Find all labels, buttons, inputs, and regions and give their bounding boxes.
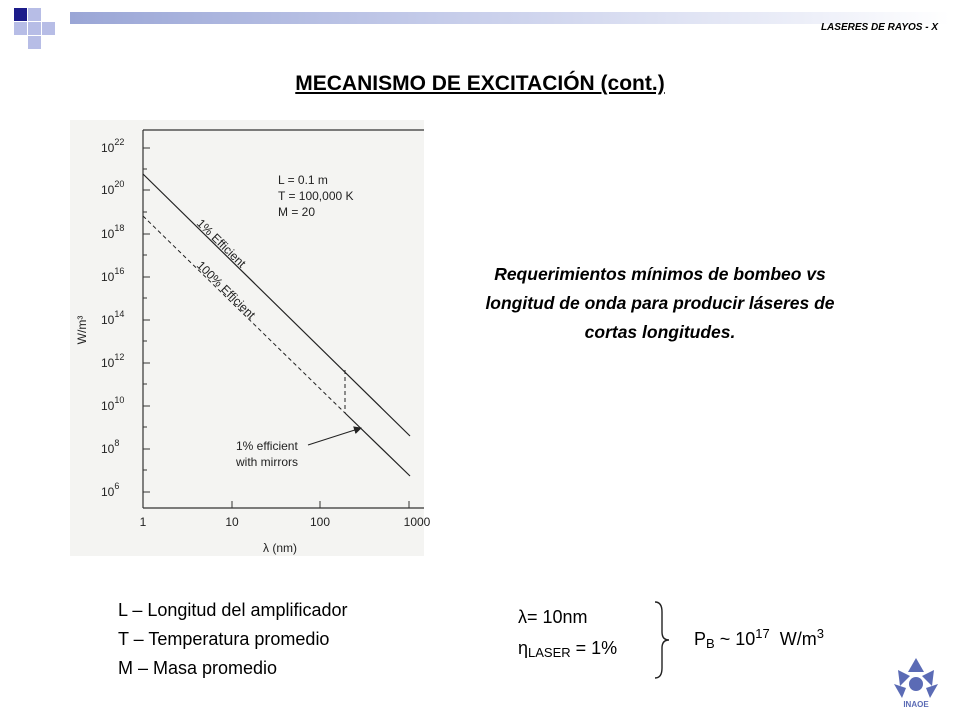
wavelength-param: λ= 10nm bbox=[518, 607, 588, 627]
legend-temperature: T = 100,000 K bbox=[278, 189, 354, 203]
x-tick-label: 1000 bbox=[403, 515, 431, 529]
y-tick-label: $10^{10}$ bbox=[101, 395, 125, 413]
mirrors-efficient-line bbox=[345, 413, 410, 476]
navy-square bbox=[14, 8, 27, 21]
y-tick-label: $10^6$ bbox=[101, 481, 120, 499]
mirrors-arrow bbox=[308, 428, 361, 445]
light-square bbox=[28, 36, 41, 49]
y-tick-label: $10^8$ bbox=[101, 438, 120, 456]
pumping-power-result: $P_B$ ~ $10^{17}$ $W/m^3$ bbox=[694, 626, 824, 651]
efficiency-param: $\eta_{LASER} = 1\%$ bbox=[518, 638, 618, 660]
light-square bbox=[28, 8, 41, 21]
y-ticks bbox=[143, 148, 150, 492]
light-square bbox=[14, 22, 27, 35]
y-tick-label: $10^{12}$ bbox=[101, 352, 125, 370]
svg-text:INAOE: INAOE bbox=[903, 700, 929, 709]
eta-symbol: η bbox=[518, 638, 529, 658]
legend-length: L = 0.1 m bbox=[278, 173, 328, 187]
y-tick-label: $10^{18}$ bbox=[101, 223, 125, 241]
definition-temperature: T – Temperatura promedio bbox=[118, 629, 330, 649]
example-parameters bbox=[518, 602, 617, 668]
one-percent-label: 1% Efficient bbox=[193, 216, 249, 271]
corner-decoration bbox=[0, 0, 80, 60]
x-tick-label: 10 bbox=[225, 515, 239, 529]
hundred-percent-label: 100% Efficient bbox=[193, 258, 259, 322]
inaoe-logo bbox=[886, 654, 946, 710]
x-tick-label: 1 bbox=[139, 515, 147, 529]
x-tick-label: 100 bbox=[309, 515, 331, 529]
figure-caption: Requerimientos mínimos de bombeo vs longitud de onda para producir láseres de cortas longitudes. bbox=[485, 264, 835, 342]
y-axis-label: W/m³ bbox=[75, 315, 89, 345]
light-square bbox=[42, 22, 55, 35]
slide-title: MECANISMO DE EXCITACIÓN (cont.) bbox=[295, 72, 665, 95]
right-brace bbox=[652, 600, 672, 680]
definition-mass: M – Masa promedio bbox=[118, 658, 278, 678]
y-tick-label: $10^{22}$ bbox=[101, 137, 125, 155]
definition-length: L – Longitud del amplificador bbox=[118, 600, 348, 620]
mirrors-label-line2: with mirrors bbox=[236, 455, 298, 469]
y-tick-label: $10^{14}$ bbox=[101, 309, 125, 327]
y-tick-label: $10^{20}$ bbox=[101, 179, 125, 197]
light-square bbox=[28, 22, 41, 35]
header-bar bbox=[70, 12, 950, 24]
variable-definitions bbox=[118, 596, 347, 683]
mirrors-label-line1: 1% efficient bbox=[236, 439, 298, 453]
running-title: LASERES DE RAYOS - X bbox=[820, 22, 938, 33]
one-percent-efficient-line bbox=[143, 174, 410, 436]
x-ticks bbox=[143, 501, 409, 508]
pumping-requirements-figure bbox=[70, 120, 431, 556]
lambda-symbol: λ bbox=[518, 607, 527, 627]
y-tick-label: $10^{16}$ bbox=[101, 266, 125, 284]
legend-mass: M = 20 bbox=[278, 205, 316, 219]
x-axis-label: λ (nm) bbox=[263, 541, 297, 555]
